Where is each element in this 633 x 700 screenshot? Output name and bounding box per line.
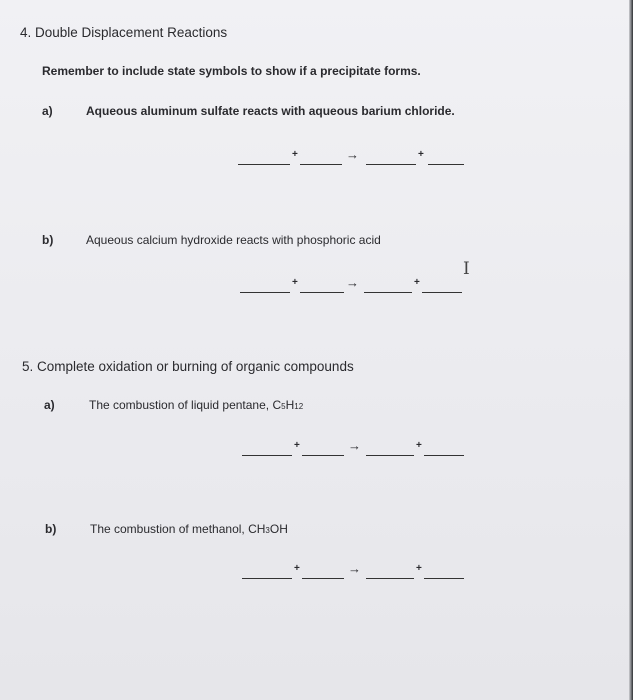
- section-5-heading: 5. Complete oxidation or burning of organic compounds: [22, 359, 354, 374]
- blank-product-1[interactable]: [366, 443, 414, 456]
- section-5a-question: The combustion of liquid pentane, C5H12: [89, 398, 304, 412]
- blank-reactant-2[interactable]: [302, 566, 344, 579]
- plus-sign: +: [294, 440, 300, 451]
- blank-product-2[interactable]: [422, 280, 462, 293]
- plus-sign: +: [418, 149, 424, 160]
- blank-product-1[interactable]: [366, 152, 416, 165]
- plus-sign: +: [292, 149, 298, 160]
- section-5b-letter: b): [45, 522, 57, 536]
- section-4a-letter: a): [42, 104, 53, 118]
- blank-product-1[interactable]: [366, 566, 414, 579]
- arrow-icon: →: [348, 561, 361, 576]
- blank-product-1[interactable]: [364, 280, 412, 293]
- arrow-icon: →: [346, 147, 359, 162]
- section-4-heading: 4. Double Displacement Reactions: [20, 25, 228, 40]
- arrow-icon: →: [346, 275, 359, 290]
- blank-product-2[interactable]: [424, 443, 464, 456]
- section-5a-letter: a): [44, 398, 55, 412]
- plus-sign: +: [414, 277, 420, 288]
- section-5b-question: The combustion of methanol, CH3OH: [90, 522, 288, 536]
- blank-reactant-2[interactable]: [300, 280, 344, 293]
- section-4-note: Remember to include state symbols to show if a precipitate forms.: [42, 64, 421, 78]
- arrow-icon: →: [348, 438, 361, 453]
- plus-sign: +: [294, 563, 300, 574]
- blank-reactant-2[interactable]: [302, 443, 344, 456]
- section-4a-question: Aqueous aluminum sulfate reacts with aqueous barium chloride.: [86, 104, 455, 118]
- section-4b-question: Aqueous calcium hydroxide reacts with phosphoric acid: [86, 233, 381, 247]
- page-edge-shadow: [629, 0, 633, 700]
- blank-reactant-1[interactable]: [242, 566, 292, 579]
- blank-reactant-1[interactable]: [242, 443, 292, 456]
- section-4b-letter: b): [42, 233, 54, 247]
- text-cursor-icon: I: [463, 259, 470, 279]
- blank-reactant-1[interactable]: [238, 152, 290, 165]
- blank-reactant-1[interactable]: [240, 280, 290, 293]
- blank-product-2[interactable]: [424, 566, 464, 579]
- blank-reactant-2[interactable]: [300, 152, 342, 165]
- plus-sign: +: [416, 563, 422, 574]
- plus-sign: +: [416, 440, 422, 451]
- blank-product-2[interactable]: [428, 152, 464, 165]
- plus-sign: +: [292, 277, 298, 288]
